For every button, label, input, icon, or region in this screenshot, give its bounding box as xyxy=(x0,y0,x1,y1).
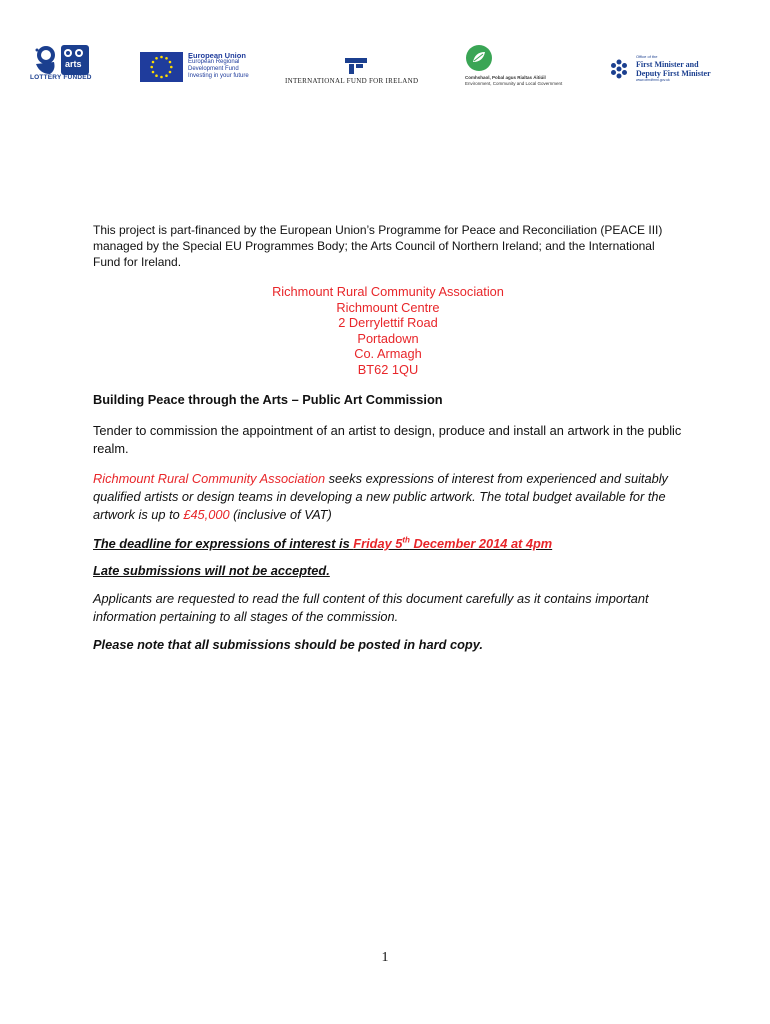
address-line: 2 Derrylettif Road xyxy=(338,315,438,330)
address-line: BT62 1QU xyxy=(357,361,419,377)
deadline-date-rest: December 2014 at 4pm xyxy=(409,536,553,551)
deadline-date-day: Friday 5 xyxy=(353,536,403,551)
ifi-emblem-icon xyxy=(345,58,367,74)
doe-line-1: Comhshaol, Pobal agus Rialtas Áitiúil xyxy=(465,75,546,80)
commission-heading: Building Peace through the Arts – Public Art Commission xyxy=(93,392,443,407)
eu-logo-text xyxy=(188,52,278,80)
doe-line-2: Environment, Community and Local Government xyxy=(465,81,563,86)
environment-department-text xyxy=(465,75,562,87)
address-line: Portadown xyxy=(357,330,419,346)
eu-line-3: Investing in your future xyxy=(188,73,249,79)
budget-amount: £45,000 xyxy=(183,507,230,522)
funding-statement: This project is part-financed by the European Union’s Programme for Peace and Reconciliation (PEACE III) managed by the Special EU Programmes Body; the Arts Council of Northern Ireland; and the International Fund for Ireland. xyxy=(93,223,663,269)
eu-line-1: European Regional xyxy=(188,59,240,65)
ofmdfm-logo xyxy=(608,54,728,84)
hard-copy-note: Please note that all submissions should be posted in hard copy. xyxy=(93,637,483,652)
seeks-text-2: (inclusive of VAT) xyxy=(229,507,332,522)
leaf-circle-icon xyxy=(465,44,493,72)
ofmdfm-small-text: Office of the xyxy=(636,54,658,59)
expressions-of-interest-paragraph xyxy=(93,470,683,524)
ifi-logo xyxy=(285,58,435,88)
deadline-statement xyxy=(93,536,683,552)
organisation-name: Richmount Rural Community Association xyxy=(93,471,326,486)
ofmdfm-line-2: Deputy First Minister xyxy=(636,69,711,78)
page-number: 1 xyxy=(381,950,389,965)
arts-logo-text: arts xyxy=(65,59,82,69)
ofmdfm-url: www.ofmdfmni.gov.uk xyxy=(636,78,670,82)
address-line: Richmount Rural Community Association xyxy=(272,284,504,299)
late-submissions-notice: Late submissions will not be accepted. xyxy=(93,563,330,578)
eu-flag-icon xyxy=(140,52,183,82)
lottery-caption: LOTTERY FUNDED xyxy=(30,74,92,81)
hexagon-cluster-icon xyxy=(608,58,630,80)
lottery-hand-icon xyxy=(30,44,92,78)
seeks-text-1: seeks expressions of interest from experienced and suitably qualified artists or design teams in developing a new public artwork. The total budget available for the artwork is up to xyxy=(93,471,668,522)
address-line: Co. Armagh xyxy=(354,346,422,361)
address-line: Richmount Centre xyxy=(336,299,440,315)
deadline-date-suffix: th xyxy=(402,535,410,545)
environment-department-logo xyxy=(465,44,585,90)
applicants-paragraph: Applicants are requested to read the full content of this document carefully as it contains important information pertaining to all stages of the commission. xyxy=(93,591,649,624)
deadline-prefix: The deadline for expressions of interest is xyxy=(93,536,354,551)
ifi-logo-text: INTERNATIONAL FUND FOR IRELAND xyxy=(285,77,419,85)
address-block xyxy=(93,284,683,377)
eu-line-2: Development Fund xyxy=(188,66,239,72)
logo-strip xyxy=(0,40,770,100)
tender-paragraph: Tender to commission the appointment of an artist to design, produce and install an artwork in the public realm. xyxy=(93,423,682,456)
document-body xyxy=(93,222,683,653)
deadline-date xyxy=(353,536,552,551)
ofmdfm-line-1: First Minister and xyxy=(636,60,699,69)
ofmdfm-title xyxy=(636,60,711,78)
eu-logo xyxy=(140,52,270,86)
eu-title: European Union xyxy=(188,51,246,60)
